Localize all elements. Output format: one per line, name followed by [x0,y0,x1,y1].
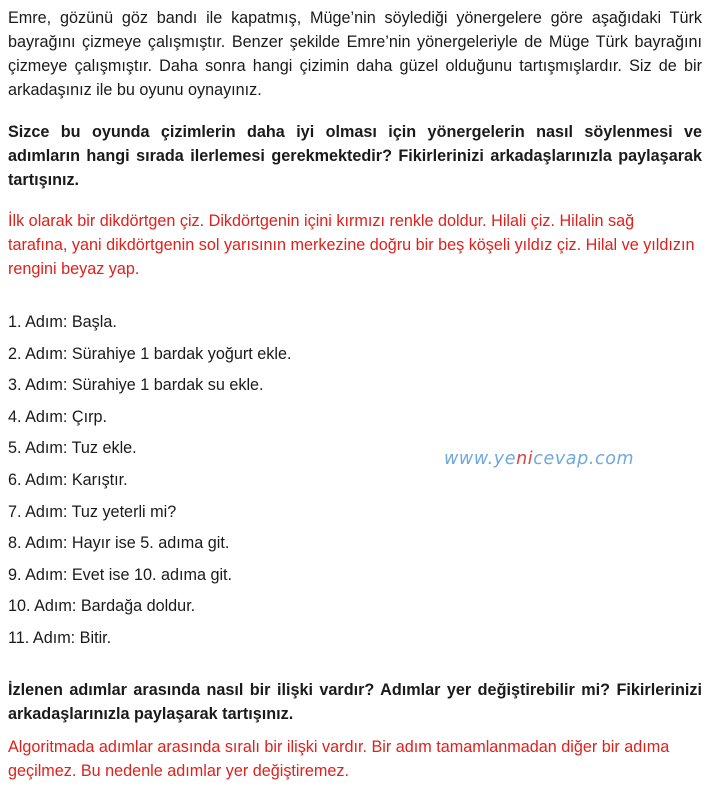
watermark-highlight: ni [516,449,534,469]
list-item: 2. Adım: Sürahiye 1 bardak yoğurt ekle. [8,344,292,363]
question-1: Sizce bu oyunda çizimlerin daha iyi olması için yönergelerin nasıl söylenmesi ve adımların hangi sırada ilerlemesi gerekmektedir? Fikirlerinizi arkadaşlarınızla paylaşarak tartışınız. [8,123,702,189]
list-item: 10. Adım: Bardağa doldur. [8,597,196,616]
list-item: 8. Adım: Hayır ise 5. adıma git. [8,534,230,553]
list-item: 5. Adım: Tuz ekle. [8,439,137,458]
watermark-suffix: cevap.com [533,449,635,469]
list-item: 6. Adım: Karıştır. [8,470,128,489]
list-item: 7. Adım: Tuz yeterli mi? [8,502,177,521]
list-item: 4. Adım: Çırp. [8,407,107,426]
list-item: 3. Adım: Sürahiye 1 bardak su ekle. [8,376,264,395]
answer-1: İlk olarak bir dikdörtgen çiz. Dikdörtgenin içini kırmızı renkle doldur. Hilali çiz. Hilalin sağ tarafına, yani dikdörtgenin sol yarısının merkezine doğru bir beş köşeli yıldız çiz. Hilal ve yıldızın rengini beyaz yap. [8,212,695,278]
answer-2: Algoritmada adımlar arasında sıralı bir ilişki vardır. Bir adım tamamlanmadan diğer bir adıma geçilmez. Bu nedenle adımlar yer değiştiremez. [8,738,670,780]
algorithm-steps-list [8,307,291,655]
list-item: 11. Adım: Bitir. [8,628,112,647]
question-2: İzlenen adımlar arasında nasıl bir ilişki vardır? Adımlar yer değiştirebilir mi? Fikirlerinizi arkadaşlarınızla paylaşarak tartışınız. [8,681,702,723]
list-item: 9. Adım: Evet ise 10. adıma git. [8,565,233,584]
watermark-prefix: www.ye [444,449,517,469]
list-item: 1. Adım: Başla. [8,313,117,331]
watermark-logo [444,449,634,469]
intro-paragraph: Emre, gözünü göz bandı ile kapatmış, Müge’nin söylediği yönergelere göre aşağıdaki Türk bayrağını çizmeye çalışmıştır. Benzer şekilde Emre’nin yönergeleriyle de Müge Türk bayrağını çizmeye çalışmıştır. Daha sonra hangi çizimin daha güzel olduğunu tartışmışlardır. Siz de bir arkadaşınız ile bu oyunu oynayınız. [8,9,702,99]
